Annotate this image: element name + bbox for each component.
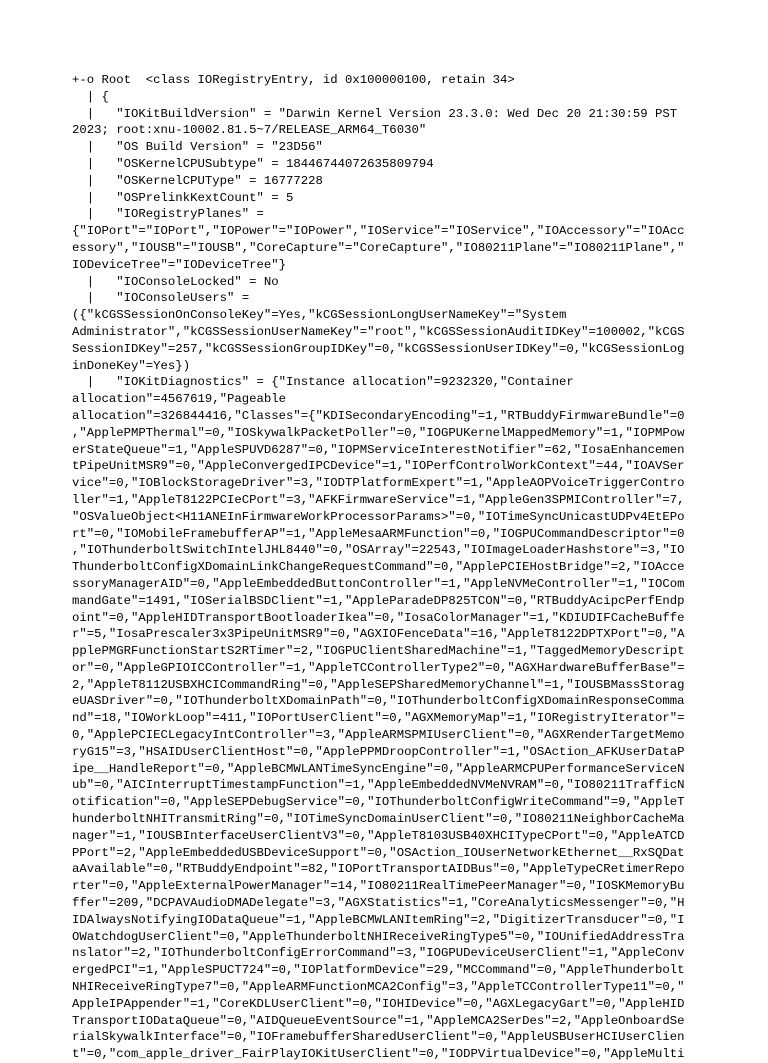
output-line: | "OS Build Version" = "23D56" [72, 140, 323, 155]
output-line: ssoryManagerAID"=0,"AppleEmbeddedButtonController"=1,"AppleNVMeController"=1,"IOCom [72, 576, 685, 591]
output-line: ergedPCI"=1,"AppleSPUCT724"=0,"IOPlatformDevice"=29,"MCCommand"=0,"AppleThunderbolt [72, 963, 685, 978]
output-line: erStateQueue"=1,"AppleSPUVD6287"=0,"IOPMServiceInterestNotifier"=62,"IosaEnhancemen [72, 442, 685, 457]
output-line: | "OSKernelCPUSubtype" = 18446744072635809794 [72, 156, 434, 171]
output-line: | "IOKitBuildVersion" = "Darwin Kernel Version 23.3.0: Wed Dec 20 21:30:59 PST [72, 106, 678, 121]
output-line: allocation"=326844416,"Classes"={"KDISecondaryEncoding"=1,"RTBuddyFirmwareBundle"=0 [72, 408, 685, 423]
output-line: mandGate"=1491,"IOSerialBSDClient"=1,"AppleParadeDP825TCON"=0,"RTBuddyAcipcPerfEndp [72, 593, 685, 608]
output-line: | { [72, 89, 109, 104]
output-line: 0,"ApplePCIECLegacyIntController"=3,"AppleARMSPMIUserClient"=0,"AGXRenderTargetMemo [72, 728, 685, 743]
output-line: ffer"=209,"DCPAVAudioDMADelegate"=3,"AGXStatistics"=1,"CoreAnalyticsMessenger"=0,"H [72, 896, 685, 911]
output-line: or"=0,"AppleGPIOICController"=1,"AppleTCControllerType2"=0,"AGXHardwareBufferBase"= [72, 660, 685, 675]
output-line: ,"ApplePMPThermal"=0,"IOSkywalkPacketPoller"=0,"IOGPUKernelMappedMemory"=1,"IOPMPow [72, 425, 685, 440]
output-line: AppleIPAppender"=1,"CoreKDLUserClient"=0,"IOHIDevice"=0,"AGXLegacyGart"=0,"AppleHID [72, 996, 685, 1011]
output-line: | "OSKernelCPUType" = 16777228 [72, 173, 323, 188]
output-line: | "OSPrelinkKextCount" = 5 [72, 190, 294, 205]
output-line: ({"kCGSSessionOnConsoleKey"=Yes,"kCGSessionLongUserNameKey"="System [72, 308, 567, 323]
output-line: rter"=0,"AppleExternalPowerManager"=14,"IO80211RealTimePeerManager"=0,"IOSKMemoryBu [72, 879, 685, 894]
output-line: ub"=0,"AICInterruptTimestampFunction"=1,"AppleEmbeddedNVMeNVRAM"=0,"IO80211TrafficN [72, 778, 685, 793]
output-line: | "IOConsoleLocked" = No [72, 274, 279, 289]
output-line: r"=5,"IosaPrescaler3x3PipeUnitMSR9"=0,"AGXIOFenceData"=16,"AppleT8122DPTXPort"=0,"A [72, 627, 685, 642]
output-line: t"=0,"com_apple_driver_FairPlayIOKitUserClient"=0,"IODPVirtualDevice"=0,"AppleMulti [72, 1047, 685, 1062]
output-line: "OSValueObject<H11ANEInFirmwareWorkProcessorParams>"=0,"IOTimeSyncUnicastUDPv4EtEPo [72, 509, 685, 524]
output-line: PPort"=2,"AppleEmbeddedUSBDeviceSupport"=0,"OSAction_IOUserNetworkEthernet__RxSQDat [72, 845, 685, 860]
output-line: hunderboltNHITransmitRing"=0,"IOTimeSyncDomainUserClient"=0,"IO80211NeighborCacheMa [72, 812, 685, 827]
output-line: essory","IOUSB"="IOUSB","CoreCapture"="CoreCapture","IO80211Plane"="IO80211Plane"," [72, 240, 685, 255]
output-line: ryG15"=3,"HSAIDUserClientHost"=0,"ApplePPMDroopController"=1,"OSAction_AFKUserDataP [72, 744, 685, 759]
output-line: ipe__HandleReport"=0,"AppleBCMWLANTimeSyncEngine"=0,"AppleARMCPUPerformanceServiceN [72, 761, 685, 776]
output-line: SessionIDKey"=257,"kCGSSessionGroupIDKey"=0,"kCGSSessionUserIDKey"=0,"kCGSessionLog [72, 341, 685, 356]
output-line: nslator"=2,"IOThunderboltConfigErrorCommand"=3,"IOGPUDeviceUserClient"=1,"AppleConv [72, 946, 685, 961]
output-line: ller"=1,"AppleT8122PCIeCPort"=3,"AFKFirmwareService"=1,"AppleGen3SPMIController"=7, [72, 492, 685, 507]
output-line: | "IOConsoleUsers" = [72, 291, 250, 306]
output-line: pplePMGRFunctionStartS2RTimer"=2,"IOGPUClientSharedMachine"=1,"TaggedMemoryDescript [72, 644, 685, 659]
output-line: 2,"AppleT8112USBXHCICommandRing"=0,"AppleSEPSharedMemoryChannel"=1,"IOUSBMassStorag [72, 677, 685, 692]
output-line: rt"=0,"IOMobileFramebufferAP"=1,"AppleMesaARMFunction"=0,"IOGPUCommandDescriptor"=0 [72, 526, 685, 541]
output-line: NHIReceiveRingType7"=0,"AppleARMFunctionMCA2Config"=3,"AppleTCControllerType11"=0," [72, 980, 685, 995]
output-line: rialSkywalkInterface"=0,"IOFramebufferSharedUserClient"=0,"AppleUSBUserHCIUserClien [72, 1030, 685, 1045]
output-line: Administrator","kCGSSessionUserNameKey"="root","kCGSSessionAuditIDKey"=100002,"kCGS [72, 324, 685, 339]
output-line: otification"=0,"AppleSEPDebugService"=0,"IOThunderboltConfigWriteCommand"=9,"AppleT [72, 795, 685, 810]
output-line: eUASDriver"=0,"IOThunderboltXDomainPath"=0,"IOThunderboltConfigXDomainResponseComma [72, 694, 685, 709]
output-line: tPipeUnitMSR9"=0,"AppleConvergedIPCDevice"=1,"IOPerfControlWorkContext"=44,"IOAVSer [72, 459, 685, 474]
output-line: IODeviceTree"="IODeviceTree"} [72, 257, 287, 272]
output-line: nd"=18,"IOWorkLoop"=411,"IOPortUserClient"=0,"AGXMemoryMap"=1,"IORegistryIterator"= [72, 711, 685, 726]
output-line: vice"=0,"IOBlockStorageDriver"=3,"IODTPlatformExpert"=1,"AppleAOPVoiceTriggerContro [72, 476, 685, 491]
output-line: ThunderboltConfigXDomainLinkChangeRequestCommand"=0,"ApplePCIEHostBridge"=2,"IOAcce [72, 560, 685, 575]
output-line: inDoneKey"=Yes}) [72, 358, 191, 373]
output-line: OWatchdogUserClient"=0,"AppleThunderboltNHIReceiveRingType5"=0,"IOUnifiedAddressTra [72, 929, 685, 944]
output-line: +-o Root <class IORegistryEntry, id 0x100000100, retain 34> [72, 73, 515, 87]
output-line: | "IOKitDiagnostics" = {"Instance allocation"=9232320,"Container [72, 375, 574, 390]
output-line: allocation"=4567619,"Pageable [72, 392, 287, 407]
output-line: TransportIODataQueue"=0,"AIDQueueEventSource"=1,"AppleMCA2SerDes"=2,"AppleOnboardSe [72, 1013, 685, 1028]
output-line: aAvailable"=0,"RTBuddyEndpoint"=82,"IOPortTransportAIDBus"=0,"AppleTypeCRetimerRepo [72, 862, 685, 877]
output-line: | "IORegistryPlanes" = [72, 207, 264, 222]
output-line: IDAlwaysNotifyingIODataQueue"=1,"AppleBCMWLANItemRing"=2,"DigitizerTransducer"=0,"I [72, 912, 685, 927]
output-line: ,"IOThunderboltSwitchIntelJHL8440"=0,"OSArray"=22543,"IOImageLoaderHashstore"=3,"IO [72, 543, 685, 558]
output-line: oint"=0,"AppleHIDTransportBootloaderIkea"=0,"IosaColorManager"=1,"KDIUDIFCacheBuffe [72, 610, 685, 625]
terminal-output [72, 72, 697, 1062]
output-line: nager"=1,"IOUSBInterfaceUserClientV3"=0,"AppleT8103USB40XHCITypeCPort"=0,"AppleATCD [72, 828, 685, 843]
output-line: {"IOPort"="IOPort","IOPower"="IOPower","IOService"="IOService","IOAccessory"="IOAcc [72, 224, 685, 239]
output-line: 2023; root:xnu-10002.81.5~7/RELEASE_ARM64_T6030" [72, 123, 427, 138]
